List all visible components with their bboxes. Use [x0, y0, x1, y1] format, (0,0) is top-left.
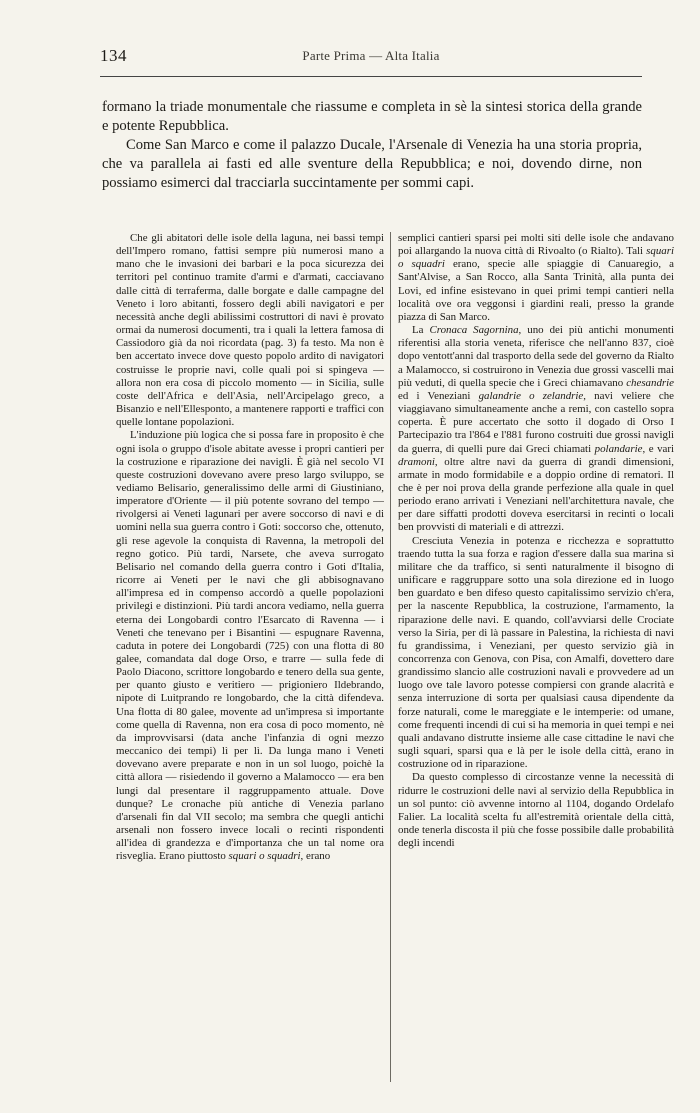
text-run: , uno dei più antichi monumenti riferentisi alla storia veneta, riferisce che nell'anno 837, cioè dopo ventott'anni dal trasporto della sede del governo da Rialto a Malamocco, si costruirono in Venezia due grossi vascelli mai più veduti, di quella specie che i Greci chiamavano [398, 324, 674, 389]
body-paragraph: Da questo complesso di circostanze venne la necessità di ridurre le costruzioni delle navi al servizio della Repubblica in un sol punto: ciò avvenne intorno al 1104, dogando Ordelafo Falier. La località scelta fu all'estremità orientale della città, onde tenerla discosta il più che fosse possibile dalle probabilità degli incendi [398, 771, 674, 850]
left-column [116, 232, 384, 1082]
text-run: La [412, 324, 430, 337]
body-paragraph: Che gli abitatori delle isole della laguna, nei bassi tempi dell'Impero romano, fattisi sempre più numerosi mano a mano che le invasioni dei barbari e la poca sicurezza dei territori pel continuo tramite d'armi e d'armati, cacciavano dalle città di terraferma, dalle borgate e dalle campagne del Veneto i loro abitanti, fossero degli abili navigatori e per necessità anche degli abilissimi costruttori di navi è provato ormai da numerosi documenti, tra i quali la lettera famosa di Cassiodoro già da noi ricordata (pag. 3) fa testo. Ma non è ben accertato invece dove questo popolo ardito di navigatori costruisse le proprie navi, colle quali poi si spingeva — allora non era cosa di piccolo momento — in Sicilia, sulle coste dell'Africa e dell'Asia, nell'Arcipelago greco, a Bisanzio e nell'Ellesponto, a mantenere rapporti e traffici con quelle lontane popolazioni. [116, 232, 384, 429]
italic-term: chesandrie [626, 376, 674, 389]
text-run: , oltre altre navi da guerra di grandi dimensioni, armate in modo formidabile e a doppio ordine di rematori. Il che è per noi prova della grande perfezione alla quale in quel periodo erano arrivati i Veneziani nell'architettura navale, che per dare siffatti prodotti doveva esercitarsi in recinti o locali ben provvisti di materiali e di attrezzi. [398, 455, 674, 534]
page-number: 134 [100, 46, 127, 65]
italic-term: dramoni [398, 455, 435, 468]
body-paragraph [398, 232, 674, 324]
header-rule [100, 76, 642, 77]
text-run: L'induzione più logica che si possa fare in proposito è che ogni isola o gruppo d'isole abitate avesse i propri cantieri per la costruzione e riparazione dei navigli. È già nel secolo VI queste costruzioni dovevano avere preso largo sviluppo, se vediamo Belisario, generalissimo delle armi di Giustiniano, imperatore d'Oriente — il più potente sovrano del tempo — rivolgersi ai Veneti lagunari per avere soccorso di navi e di uomini nella sua guerra contro i Goti: soccorso che, ottenuto, gli rese agevole la conquista di Ravenna, la metropoli del regno gotico. Più tardi, Narsete, che aveva surrogato Belisario nel comando della guerra contro i Goti d'Italia, ricorre ai Veneti per le navi che gli abbisognavano all'impresa ed in compenso accordò a quelle popolazioni privilegi e distinzioni. Più tardi ancora vediamo, nella guerra eterna dei Longobardi contro l'Esarcato di Ravenna — i Veneti che tenevano per i Bisantini — espugnare Ravenna, caduta in potere dei Longobardi (725) con una flotta di 80 galee, comandata dal doge Orso, e trarre — sulla fede di Paolo Diacono, scrittore longobardo e tenero della sua gente, per quanto giusto e veritiero — prigioniero Ildebrando, nipote di Luitprando re longobardo, che la città difendeva. Una flotta di 80 galee, movente ad un'impresa sì importante come quella di Ravenna, non era cosa di poco momento, nè da improvvisarsi (data anche l'infanzia di ogni mezzo meccanico dei tempi) lì per lì. Da lunga mano i Veneti dovevano avere preparate e non in un sol luogo, poichè la città allora — risiedendo il governo a Malamocco — era ben lungi dal presentare il raggruppamento attuale. Dove dunque? Le cronache più antiche di Venezia parlano d'arsenali fin dal VII secolo; ma sembra che quegli antichi arsenali non fossero invece locali o recinti rispondenti all'idea di grandezza e d'importanza che un tal nome ora risveglia. Erano piuttosto [116, 429, 384, 863]
intro-text [102, 98, 642, 193]
text-run: , erano [300, 850, 331, 863]
italic-term: polandarie [594, 442, 643, 455]
italic-term: galandrie o zelandrie [478, 389, 584, 402]
body-paragraph: Cresciuta Venezia in potenza e ricchezza e soprattutto traendo tutta la sua forza e ragion d'essere dalla sua marina sì militare che da traffico, si sentì naturalmente il bisogno di unificare e raggruppare sotto una sola direzione ed in luogo ben guardato e ben difeso questo capitalissimo servizio ch'era, per la nascente Repubblica, la costruzione, l'armamento, la riparazione delle navi. E quando, coll'avviarsi delle Crociate verso la Siria, per di là passare in Palestina, la richiesta di navi fu grandissima, i Veneziani, per questo servizio già in concorrenza con Genova, con Pisa, con Amalfi, dovettero dare grandissimo slancio alle costruzioni navali e provvedere ad un luogo ove tale lavoro potesse compiersi con grande alacrità e senza interruzione di sorta per qualsiasi causa dipendente da forze naturali, come le mareggiate e le intemperie: od umane, come frequenti incendi di cui si ha memoria in quei tempi e nei quali andavano distrutte insieme alle case cittadine le navi che sugli squari, sparsi qua e là per le isole della città, erano in costruzione od in riparazione. [398, 534, 674, 771]
intro-paragraph: Come San Marco e come il palazzo Ducale, l'Arsenale di Venezia ha una storia propria, che va parallela ai fasti ed alle sventure della Repubblica; e noi, dovendo dirne, non possiamo esimerci dal tracciarla succintamente per sommi capi. [102, 137, 642, 191]
text-run: , navi veliere che viaggiavano simultaneamente anche a remi, con castello sopra coperta. È pure accertato che sotto il dogado di Orso I Partecipazio tra l'864 e l'881 furono costruiti due grossi navigli da guerra, di quelli pure dai Greci chiamati [398, 389, 674, 455]
italic-term: squari o squadri [398, 245, 674, 271]
italic-term: squari o squadri [228, 850, 301, 863]
text-run: , e vari [642, 442, 674, 455]
text-run: erano, specie alle spiaggie di Canuaregio, a Sant'Alvise, a San Rocco, alla Santa Trinità, alla punta dei Lovi, ed infine esistevano in quei primi tempi cantieri nella località ove ora veggonsi i giardini reali, presso la grande piazza di San Marco. [398, 258, 674, 323]
intro-paragraph: formano la triade monumentale che riassume e completa in sè la sintesi storica della grande e potente Repubblica. [102, 99, 642, 134]
text-run: ed i Veneziani [398, 389, 479, 402]
body-paragraph [398, 324, 674, 535]
italic-title: Cronaca Sagornina [429, 324, 519, 337]
column-rule [390, 232, 391, 1082]
body-paragraph [116, 429, 384, 863]
running-title: Parte Prima — Alta Italia [302, 48, 440, 63]
right-column [398, 232, 674, 1082]
page-header [100, 44, 642, 68]
text-run: semplici cantieri sparsi pei molti siti delle isole che andavano poi allargando la nuova città di Rivoalto (o Rialto). Tali [398, 232, 674, 258]
